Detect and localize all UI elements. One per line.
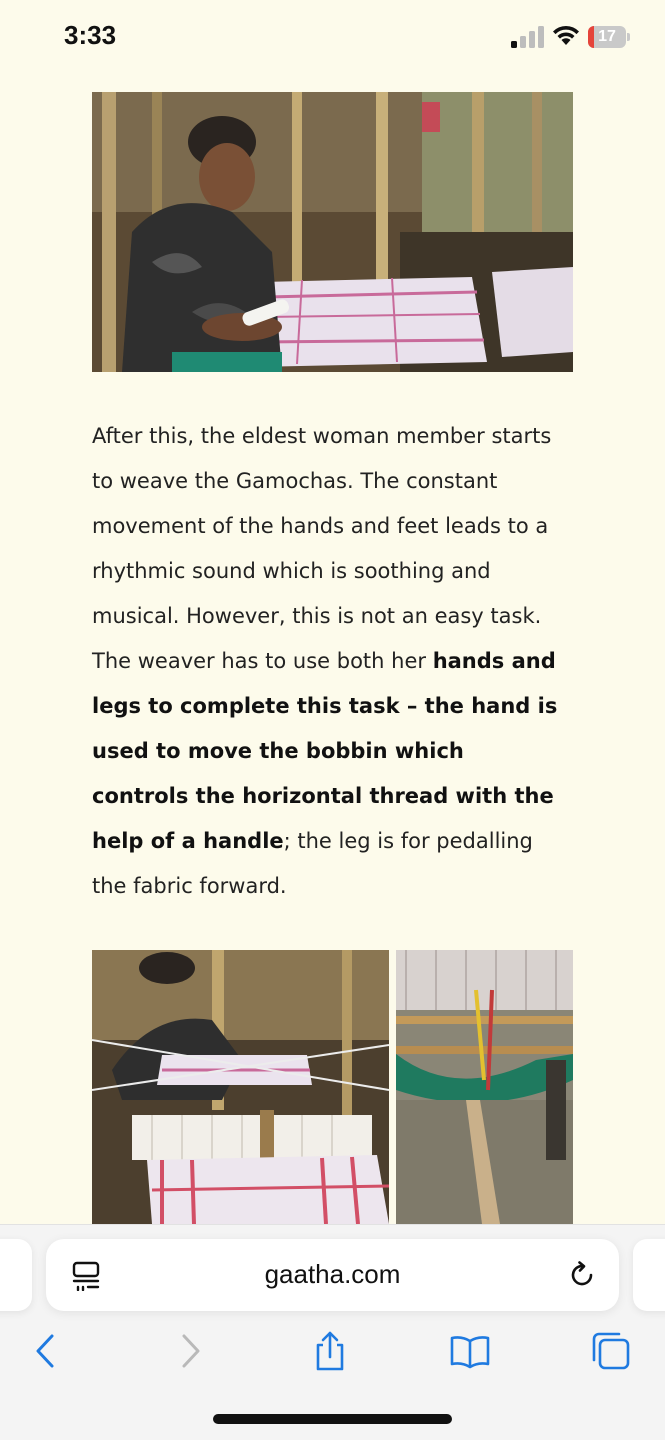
article-paragraph: After this, the eldest woman member starts to weave the Gamochas. The constant movement of the hands and feet leads to a rhythmic sound which is soothing and musical. However, this is not an easy task. The weaver has to use both her hands and legs to complete this task – the hand is used to move the bobbin which controls the horizontal thread with the help of a handle; the leg is for pedalling the fabric forward. [92,424,558,898]
chevron-right-icon [168,1331,212,1371]
back-button[interactable] [24,1331,68,1371]
weaving-photo-top [92,92,573,372]
home-indicator[interactable] [213,1414,452,1424]
wifi-icon [552,24,580,46]
browser-toolbar [0,1224,665,1440]
article-bold-text: hands and legs to complete this task – the hand is used to move the bobbin which controls the horizontal thread with the help of a handle [92,649,558,853]
tabs-icon [588,1331,632,1371]
reload-icon[interactable] [568,1261,596,1289]
share-button[interactable] [308,1331,352,1371]
previous-tab-preview[interactable] [0,1239,32,1311]
next-tab-preview[interactable] [633,1239,665,1311]
url-text[interactable]: gaatha.com [264,1259,401,1289]
chevron-left-icon [24,1331,68,1371]
bookmarks-button[interactable] [448,1331,492,1371]
address-bar[interactable] [46,1239,619,1311]
share-icon [308,1331,352,1371]
forward-button[interactable] [168,1331,212,1371]
cellular-signal-icon [510,26,544,48]
tabs-button[interactable] [588,1331,632,1371]
status-bar [0,0,665,72]
navigation-row [0,1331,665,1371]
weaving-photo-left [92,950,389,1224]
weaving-photo-right [396,950,573,1224]
battery-level: 17 [598,28,616,45]
book-icon [448,1331,492,1371]
status-time: 3:33 [64,20,117,50]
battery-indicator [588,26,630,48]
